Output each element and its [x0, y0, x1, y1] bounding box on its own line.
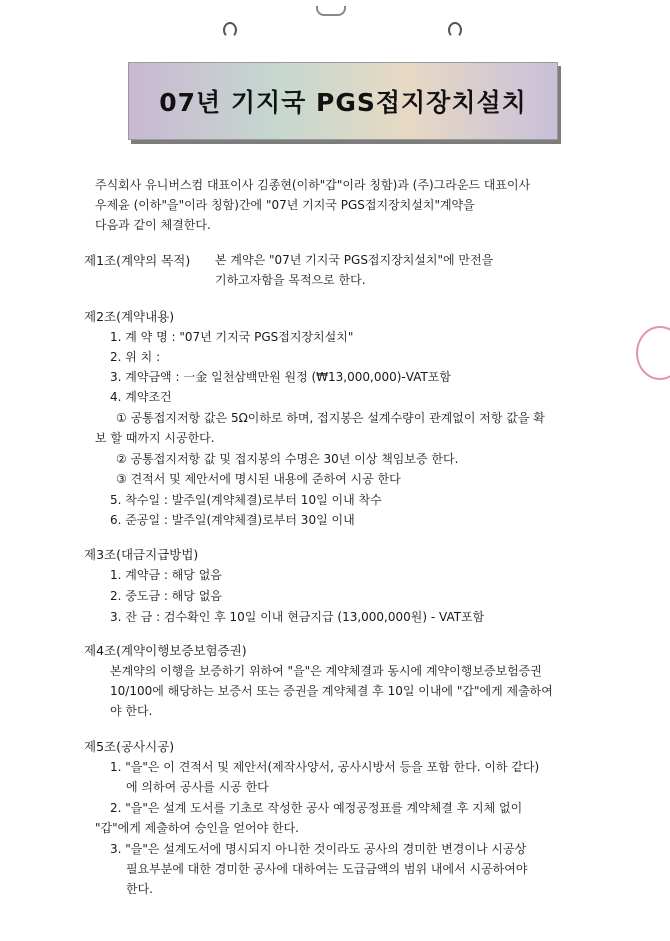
document-title: 07년 기지국 PGS접지장치설치: [159, 88, 527, 117]
article2-line: 6. 준공일 : 발주일(계약체결)로부터 30일 이내: [110, 513, 355, 527]
article4-line: 야 한다.: [110, 704, 153, 718]
intro-line: 우제윤 (이하"을"이라 칭함)간에 "07년 기지국 PGS접지장치설치"계약을: [95, 198, 475, 212]
article5-line: 필요부분에 대한 경미한 공사에 대하여는 도급금액의 범위 내에서 시공하여야: [126, 862, 528, 876]
title-banner: [128, 62, 558, 140]
article1-line: 본 계약은 "07년 기지국 PGS접지장치설치"에 만전을: [215, 253, 494, 267]
article4-heading: 제4조(계약이행보증보험증권): [84, 643, 247, 658]
article2-line: ① 공통접지저항 값은 5Ω이하로 하며, 접지봉은 설계수량이 관계없이 저항 값을 확: [116, 411, 545, 425]
seal-stamp: [636, 326, 670, 380]
article1-line: 기하고자함을 목적으로 한다.: [215, 273, 366, 287]
article5-line: 1. "을"은 이 견적서 및 제안서(제작사양서, 공사시방서 등을 포함 한다. 이하 같다): [110, 760, 540, 774]
punch-hole-right: [448, 22, 462, 38]
article2-heading: 제2조(계약내용): [84, 309, 175, 324]
article2-line: 5. 착수일 : 발주일(계약체결)로부터 10일 이내 착수: [110, 493, 382, 507]
article3-heading: 제3조(대금지급방법): [84, 547, 199, 562]
article2-line: 4. 계약조건: [110, 390, 172, 404]
article3-line: 3. 잔 금 : 검수확인 후 10일 이내 현금지급 (13,000,000원) - VAT포함: [110, 610, 485, 624]
article5-line: 2. "을"은 설계 도서를 기초로 작성한 공사 예정공정표를 계약체결 후 지체 없이: [110, 801, 523, 815]
intro-line: 다음과 같이 체결한다.: [95, 218, 211, 232]
article2-line: ③ 견적서 및 제안서에 명시된 내용에 준하여 시공 한다: [116, 472, 401, 486]
intro-line: 주식회사 유니버스컴 대표이사 김종현(이하"갑"이라 칭함)과 (주)그라운드 대표이사: [95, 178, 531, 192]
article2-line: 3. 계약금액 : 一金 일천삼백만원 원정 (₩13,000,000)-VAT포함: [110, 370, 451, 384]
article4-line: 본계약의 이행을 보증하기 위하여 "을"은 계약체결과 동시에 계약이행보증보험증권: [110, 664, 542, 678]
article3-line: 1. 계약금 : 해당 없음: [110, 568, 222, 582]
article2-line: 1. 계 약 명 : "07년 기지국 PGS접지장치설치": [110, 330, 354, 344]
article5-heading: 제5조(공사시공): [84, 739, 175, 754]
article5-line: "갑"에게 제출하여 승인을 얻어야 한다.: [95, 821, 299, 835]
article5-line: 에 의하여 공사를 시공 한다: [126, 780, 269, 794]
article3-line: 2. 중도금 : 해당 없음: [110, 589, 222, 603]
article5-line: 3. "을"은 설계도서에 명시되지 아니한 것이라도 공사의 경미한 변경이나 시공상: [110, 842, 527, 856]
article2-line: ② 공통접지저항 값 및 접지봉의 수명은 30년 이상 책임보증 한다.: [116, 452, 459, 466]
article2-line: 2. 위 치 :: [110, 350, 161, 364]
article5-line: 한다.: [126, 882, 153, 896]
punch-hole-left: [223, 22, 237, 38]
article2-line: 보 할 때까지 시공한다.: [95, 431, 215, 445]
article1-heading: 제1조(계약의 목적): [84, 253, 191, 268]
article4-line: 10/100에 해당하는 보증서 또는 증권을 계약체결 후 10일 이내에 "갑"에게 제출하여: [110, 684, 553, 698]
binder-tab: [316, 6, 346, 16]
